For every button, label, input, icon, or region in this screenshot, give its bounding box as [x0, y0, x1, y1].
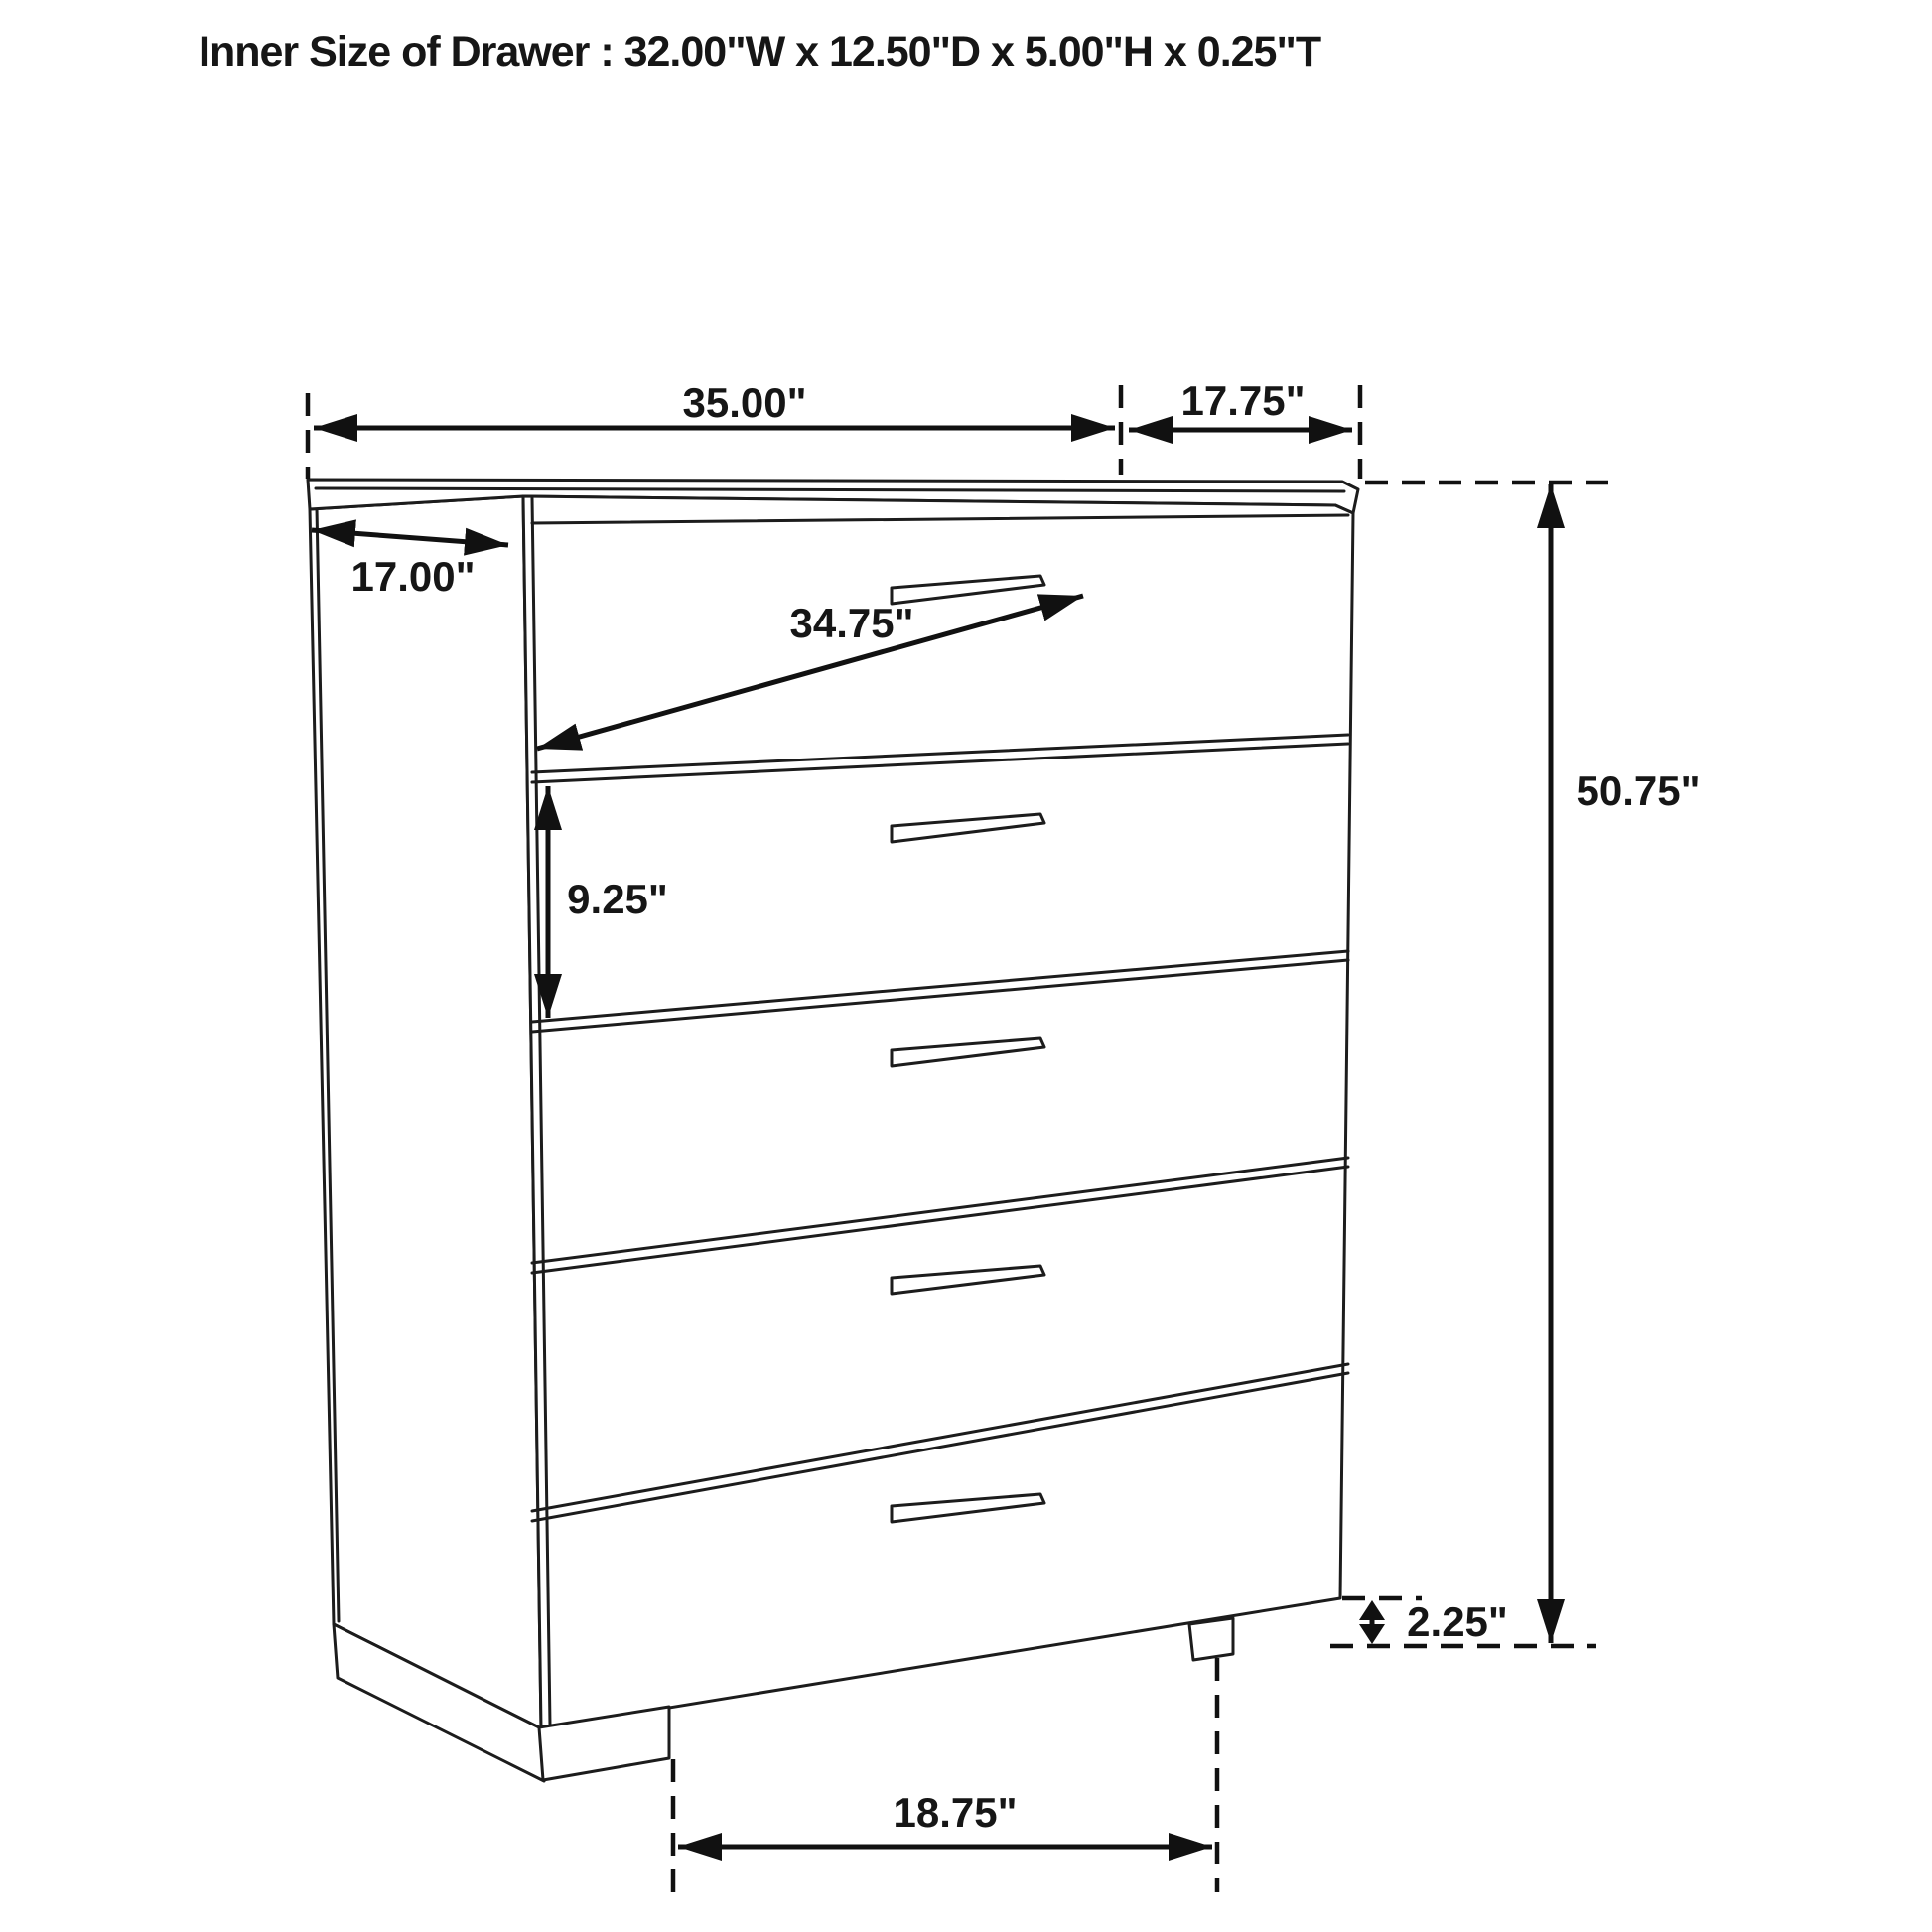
dim-label-foot-height: 2.25"	[1407, 1598, 1508, 1645]
side-panel	[310, 496, 541, 1728]
dim-label-overall-height: 50.75"	[1576, 767, 1701, 814]
dim-label-top-width: 35.00"	[682, 379, 807, 426]
dim-foot-height-arrow	[1359, 1600, 1385, 1644]
right-front-foot	[1189, 1618, 1233, 1660]
dim-label-drawer-width: 34.75"	[789, 600, 914, 646]
dim-label-drawer-section-height: 9.25"	[567, 876, 668, 922]
dim-label-side-depth: 17.00"	[350, 553, 476, 600]
dim-label-top-depth: 17.75"	[1180, 377, 1306, 424]
front-face	[523, 496, 1353, 1728]
diagram-title: Inner Size of Drawer : 32.00"W x 12.50"D x 5.00"H x 0.25"T	[199, 28, 1321, 75]
chest-drawing	[308, 480, 1358, 1781]
dim-label-foot-spacing: 18.75"	[893, 1789, 1018, 1836]
